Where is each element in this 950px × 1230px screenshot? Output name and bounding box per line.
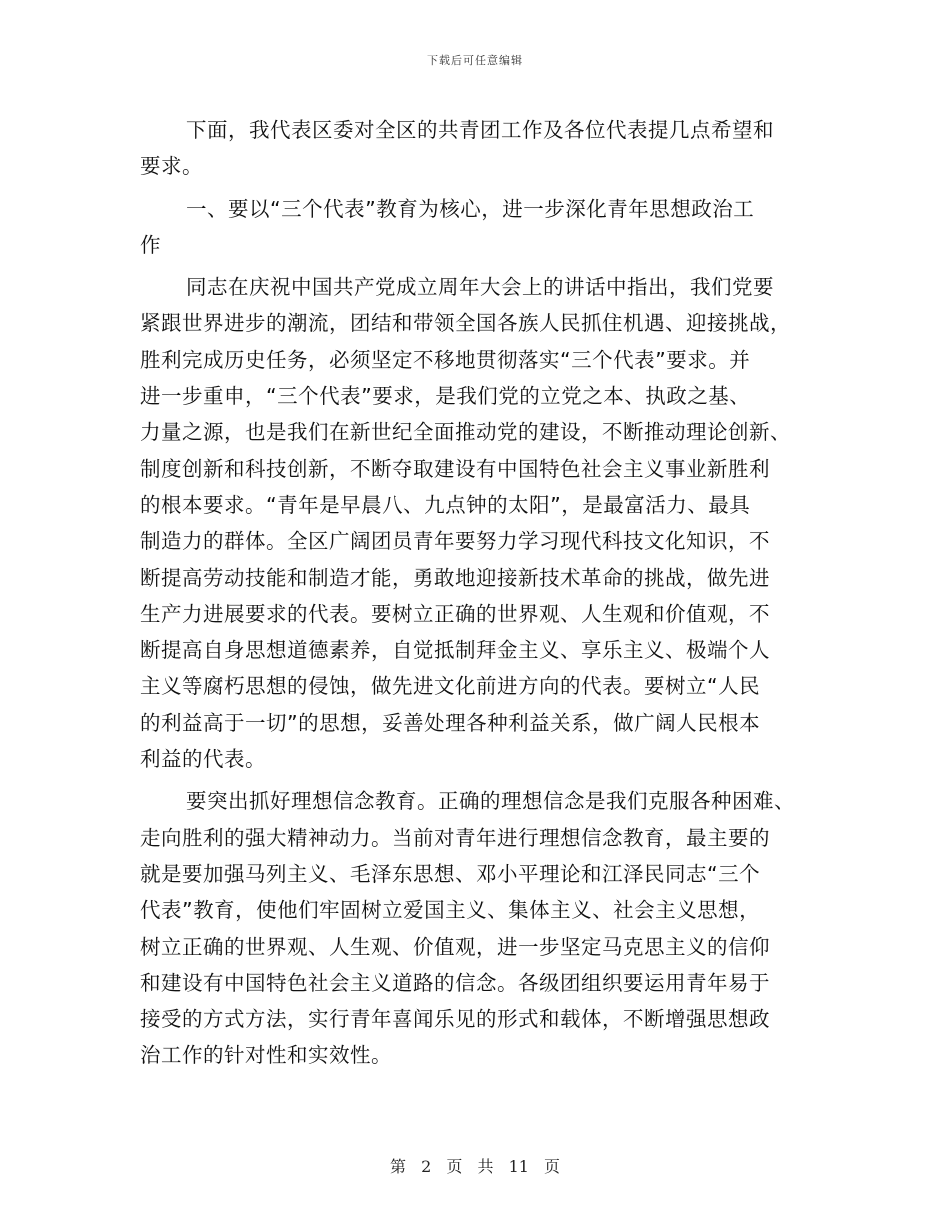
text-line: 接受的方式方法，实行青年喜闻乐见的形式和载体，不断增强思想政 — [140, 1007, 770, 1032]
paragraph — [140, 269, 812, 777]
footer-suffix: 页 — [544, 1157, 561, 1176]
text-line: 生产力进展要求的代表。要树立正确的世界观、人生观和价值观，不 — [140, 601, 770, 626]
footer-prefix: 第 — [389, 1157, 406, 1176]
text-line: 下面，我代表区委对全区的共青团工作及各位代表提几点希望和 — [186, 118, 774, 142]
text-line: 走向胜利的强大精神动力。当前对青年进行理想信念教育，最主要的 — [140, 825, 770, 850]
text-line: 紧跟世界进步的潮流，团结和带领全国各族人民抓住机遇、迎接挑战， — [140, 311, 791, 336]
page-header — [0, 52, 950, 68]
text-line: 制造力的群体。全区广阔团员青年要努力学习现代科技文化知识，不 — [140, 529, 770, 554]
text-line: 要求。 — [140, 154, 203, 179]
total-pages-number: 11 — [508, 1157, 529, 1176]
text-line: 代表”教育，使他们牢固树立爱国主义、集体主义、社会主义思想， — [140, 898, 761, 923]
text-line: 要突出抓好理想信念教育。正确的理想信念是我们克服各种困难、 — [186, 789, 795, 814]
text-line: 制度创新和科技创新，不断夺取建设有中国特色社会主义事业新胜利 — [140, 456, 770, 481]
text-line: 就是要加强马列主义、毛泽东思想、邓小平理论和江泽民同志“三个 — [140, 861, 761, 886]
text-line: 主义等腐朽思想的侵蚀，做先进文化前进方向的代表。要树立“人民 — [140, 674, 761, 699]
document-body — [140, 112, 812, 1074]
text-line: 力量之源，也是我们在新世纪全面推动党的建设，不断推动理论创新、 — [140, 420, 791, 445]
text-line: 和建设有中国特色社会主义道路的信念。各级团组织要运用青年易于 — [140, 970, 770, 995]
text-line: 治工作的针对性和实效性。 — [140, 1043, 392, 1068]
text-line: 作 — [140, 232, 161, 257]
text-line: 的利益高于一切”的思想，妥善处理各种利益关系，做广阔人民根本 — [140, 710, 761, 735]
paragraph — [140, 783, 812, 1073]
text-line: 同志在庆祝中国共产党成立周年大会上的讲话中指出，我们党要 — [186, 275, 774, 300]
footer-page-word: 页 — [446, 1157, 463, 1176]
text-line: 的根本要求。“青年是早晨八、九点钟的太阳”，是最富活力、最具 — [140, 492, 751, 517]
text-line: 胜利完成历史任务，必须坚定不移地贯彻落实“三个代表”要求。并 — [140, 347, 751, 372]
text-line: 断提高劳动技能和制造才能，勇敢地迎接新技术革命的挑战，做先进 — [140, 565, 770, 590]
text-line: 进一步重申，“三个代表”要求，是我们党的立党之本、执政之基、 — [140, 384, 751, 409]
text-line: 利益的代表。 — [140, 747, 266, 772]
page-footer — [0, 1154, 950, 1177]
text-line: 一、要以“三个代表”教育为核心，进一步深化青年思想政治工 — [186, 196, 755, 221]
paragraph — [140, 112, 812, 185]
text-line: 树立正确的世界观、人生观、价值观，进一步坚定马克思主义的信仰 — [140, 934, 770, 959]
section-heading — [140, 191, 812, 264]
text-line: 断提高自身思想道德素养，自觉抵制拜金主义、享乐主义、极端个人 — [140, 638, 770, 663]
current-page-number: 2 — [421, 1157, 432, 1176]
footer-total-word: 共 — [477, 1157, 494, 1176]
header-text: 下载后可任意编辑 — [427, 54, 523, 67]
